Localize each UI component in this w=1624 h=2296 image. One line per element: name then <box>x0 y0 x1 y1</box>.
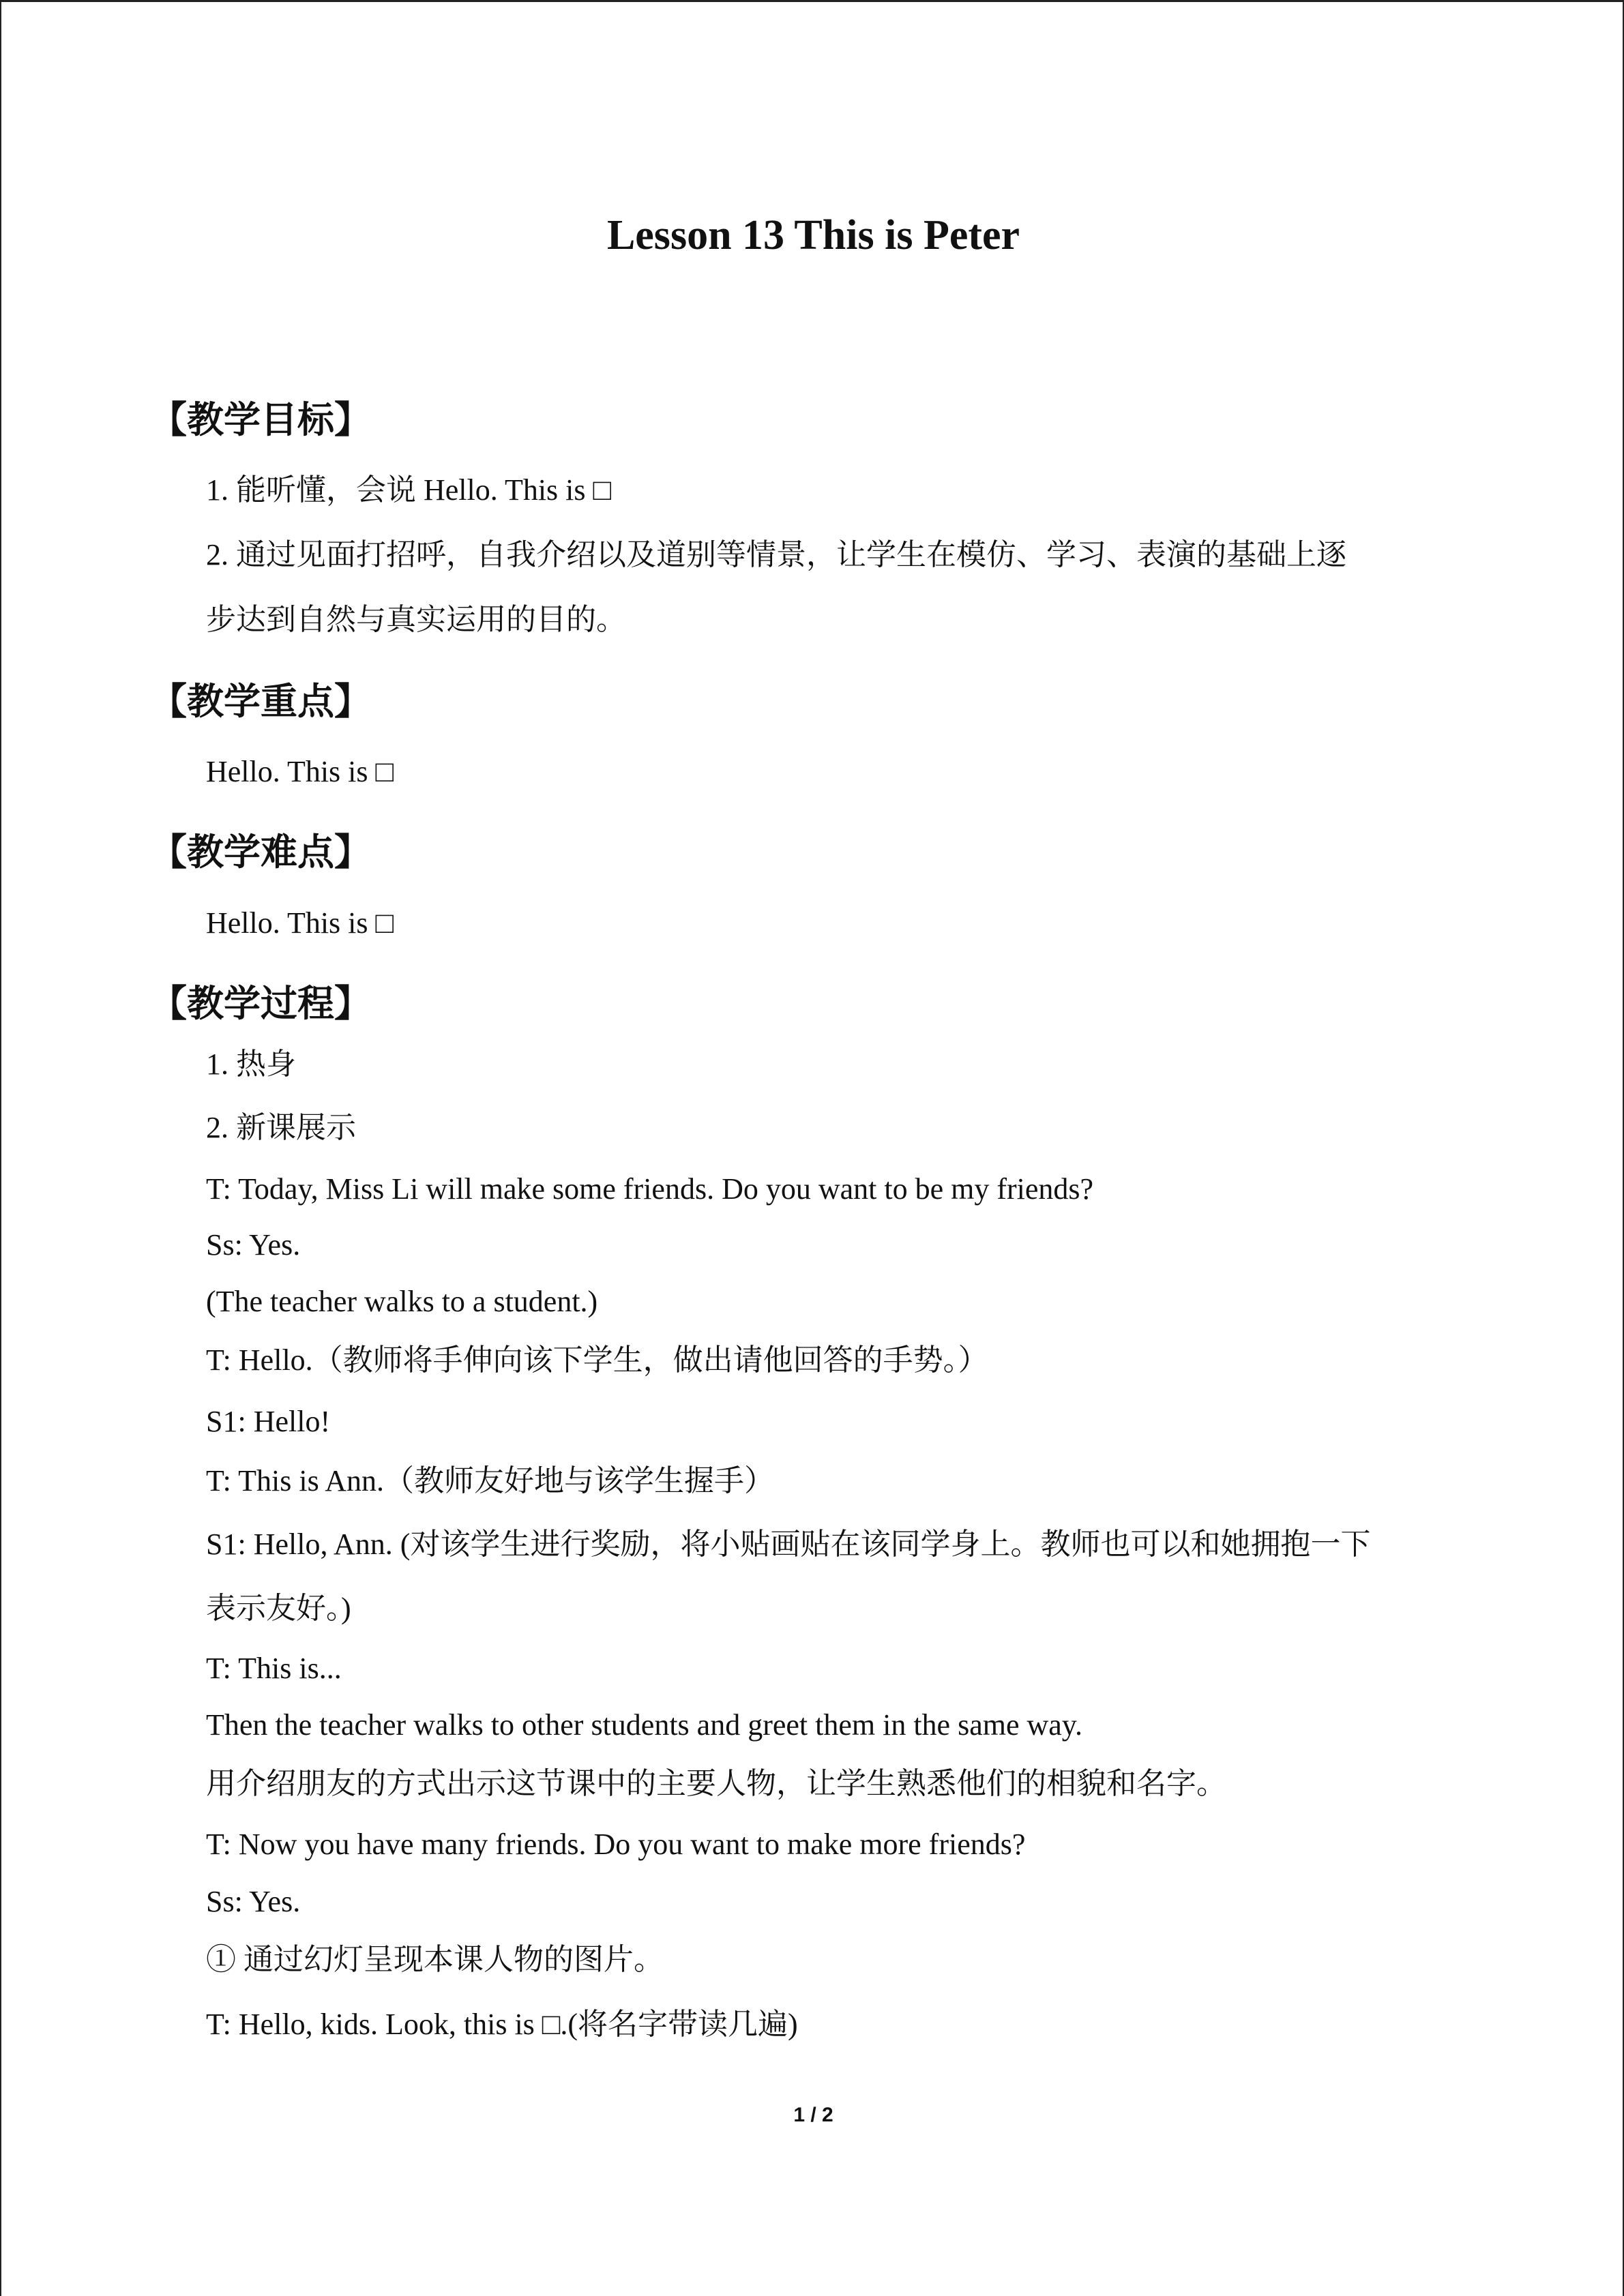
process-line-11: T: This is... <box>206 1652 342 1685</box>
process-line-5: (The teacher walks to a student.) <box>206 1285 598 1318</box>
key-point-line-1: Hello. This is □ <box>206 755 394 788</box>
page-number: 1 / 2 <box>793 2104 833 2126</box>
objective-line-2: 2. 通过见面打招呼，自我介绍以及道别等情景，让学生在模仿、学习、表演的基础上逐 <box>206 538 1346 571</box>
process-line-2: 2. 新课展示 <box>206 1111 356 1144</box>
page-title: Lesson 13 This is Peter <box>606 212 1020 258</box>
process-line-15: Ss: Yes. <box>206 1885 301 1918</box>
process-line-10: 表示友好。) <box>206 1592 351 1625</box>
section-heading-process: 【教学过程】 <box>150 982 371 1025</box>
process-line-8: T: This is Ann.（教师友好地与该学生握手） <box>206 1464 775 1497</box>
process-line-16: ① 通过幻灯呈现本课人物的图片。 <box>206 1943 664 1976</box>
process-line-3: T: Today, Miss Li will make some friends. Do you want to be my friends? <box>206 1172 1094 1206</box>
section-heading-difficulties: 【教学难点】 <box>150 831 371 874</box>
objective-line-3: 步达到自然与真实运用的目的。 <box>206 603 626 636</box>
process-line-17: T: Hello, kids. Look, this is □.(将名字带读几遍) <box>206 2008 798 2041</box>
process-line-1: 1. 热身 <box>206 1047 296 1081</box>
objective-line-1: 1. 能听懂，会说 Hello. This is □ <box>206 473 612 507</box>
process-line-6: T: Hello.（教师将手伸向该下学生，做出请他回答的手势。） <box>206 1343 988 1377</box>
difficulty-line-1: Hello. This is □ <box>206 906 394 940</box>
process-line-13: 用介绍朋友的方式出示这节课中的主要人物，让学生熟悉他们的相貌和名字。 <box>206 1767 1226 1800</box>
process-line-4: Ss: Yes. <box>206 1228 301 1262</box>
process-line-7: S1: Hello! <box>206 1405 331 1438</box>
section-heading-key-points: 【教学重点】 <box>150 680 371 723</box>
process-line-9: S1: Hello, Ann. (对该学生进行奖励，将小贴画贴在该同学身上。教师也可以和她拥抱一下 <box>206 1527 1371 1561</box>
section-heading-objectives: 【教学目标】 <box>150 398 371 441</box>
process-line-12: Then the teacher walks to other students and greet them in the same way. <box>206 1708 1082 1742</box>
process-line-14: T: Now you have many friends. Do you want to make more friends? <box>206 1828 1026 1861</box>
